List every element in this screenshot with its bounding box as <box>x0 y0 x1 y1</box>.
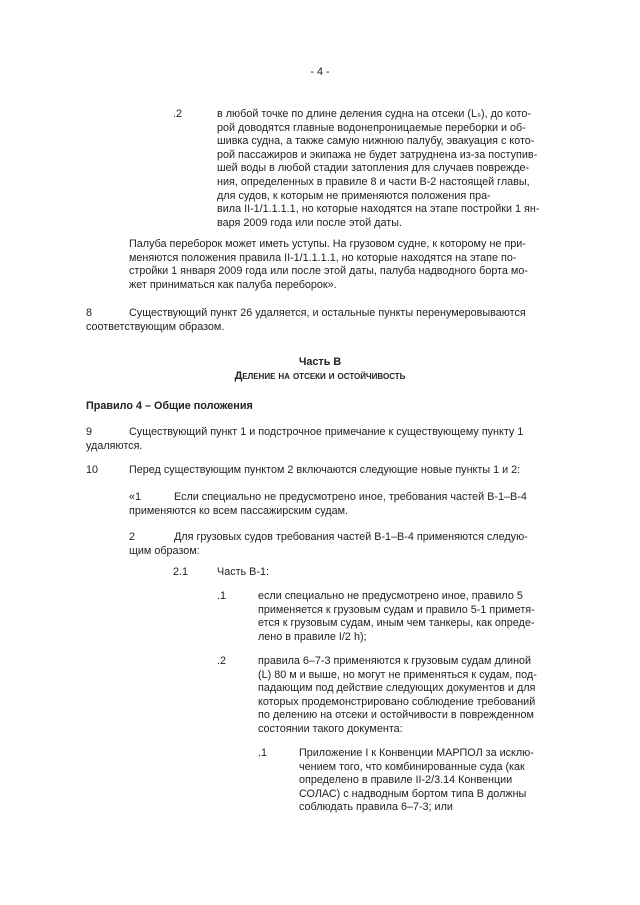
new-paragraph-2-line1: Для грузовых судов требования частей B-1–B-4 применяются следую- <box>174 531 528 543</box>
subparagraph-number: 2.1 <box>173 566 189 578</box>
item-2-text <box>217 108 555 230</box>
text-line: рой пассажиров и экипажа не будет затруднена из-за поступив- <box>217 148 538 161</box>
text-line: (L) 80 м и выше, но могут не применяться к судам, под- <box>258 668 537 681</box>
text-line: правила 6–7-3 применяются к грузовым судам длиной <box>258 655 532 667</box>
text-line: лено в правиле I/2 h); <box>258 630 367 643</box>
item-number: .2 <box>173 108 183 120</box>
new-paragraph-2-line2: щим образом: <box>129 545 200 557</box>
subparagraph-label: Часть B-1: <box>217 566 269 578</box>
text-line: рой доводятся главные водонепроницаемые переборки и об- <box>217 121 526 134</box>
text-line: чением того, что комбинированные суда (как <box>299 760 525 773</box>
text-line: меняются положения правила II-1/1.1.1.1, но которые находятся на этапе по- <box>129 251 517 264</box>
text-line: шей воды в любой стадии затопления для случаев поврежде- <box>217 162 530 175</box>
item-number: .1 <box>217 590 227 602</box>
text-line: падающим под действие следующих документов и для <box>258 682 536 695</box>
text-line: состоянии такого документа: <box>258 722 403 735</box>
text-line: СОЛАС) с надводным бортом типа B должны <box>299 787 527 800</box>
new-paragraph-1-line2: применяются ко всем пассажирским судам. <box>129 505 348 517</box>
text-line: ния, определенных в правиле 8 и части B-2 настоящей главы, <box>217 175 530 188</box>
text-line: Палуба переборок может иметь уступы. На грузовом судне, к которому не при- <box>129 238 526 250</box>
text-line: соблюдать правила 6–7-3; или <box>299 801 453 814</box>
text-line: жет приниматься как палуба переборок». <box>129 278 337 291</box>
rule-heading: Правило 4 – Общие положения <box>86 400 253 412</box>
paragraph-10-text: Перед существующим пунктом 2 включаются следующие новые пункты 1 и 2: <box>129 464 521 476</box>
text-line: определено в правиле II-2/3.14 Конвенции <box>299 774 513 787</box>
text-line: шивка судна, а также самую нижнюю палубу, эвакуация с кото- <box>217 135 535 148</box>
text-line: в любой точке по длине деления судна на отсеки (Lₛ), до кото- <box>217 108 531 120</box>
sub-2-1-2-1-text <box>299 747 553 815</box>
bulkhead-paragraph <box>129 238 555 292</box>
paragraph-8-line1: Существующий пункт 26 удаляется, и остальные пункты перенумеровываются <box>129 307 526 319</box>
paragraph-number: 2 <box>129 531 136 543</box>
paragraph-8-line2: соответствующим образом. <box>86 321 225 333</box>
item-number: .2 <box>217 655 227 667</box>
paragraph-number: «1 <box>129 491 142 503</box>
paragraph-number: 8 <box>86 307 93 319</box>
part-subtitle: Деление на отсеки и остойчивость <box>234 370 406 382</box>
item-number: .1 <box>258 747 268 759</box>
text-line: которых продемонстрировано соблюдение требований <box>258 695 536 708</box>
paragraph-number: 10 <box>86 464 99 476</box>
paragraph-9-line2: удаляются. <box>86 440 143 452</box>
paragraph-9-line1: Существующий пункт 1 и подстрочное примечание к существующему пункту 1 <box>129 426 524 438</box>
sub-2-1-1-text <box>258 590 553 644</box>
new-paragraph-1-line1: Если специально не предусмотрено иное, требования частей B-1–B-4 <box>174 491 527 503</box>
text-line: стройки 1 января 2009 года или после этой даты, палуба надводного борта мо- <box>129 265 528 278</box>
text-line: варя 2009 года или после этой даты. <box>217 216 402 229</box>
text-line: по делению на отсеки и остойчивости в поврежденном <box>258 709 534 722</box>
text-line: ется к грузовым судам, иным чем танкеры, как опреде- <box>258 617 535 630</box>
part-title: Часть B <box>298 356 342 368</box>
text-line: для судов, к которым не применяются положения пра- <box>217 189 491 202</box>
page-number: - 4 - <box>310 66 330 78</box>
paragraph-number: 9 <box>86 426 93 438</box>
text-line: Приложение I к Конвенции МАРПОЛ за исклю- <box>299 747 534 759</box>
sub-2-1-2-text <box>258 655 553 737</box>
text-line: если специально не предусмотрено иное, правило 5 <box>258 590 523 602</box>
text-line: применяется к грузовым судам и правило 5-1 приметя- <box>258 603 535 616</box>
text-line: вила II-1/1.1.1.1, но которые находятся на этапе постройки 1 ян- <box>217 203 540 216</box>
